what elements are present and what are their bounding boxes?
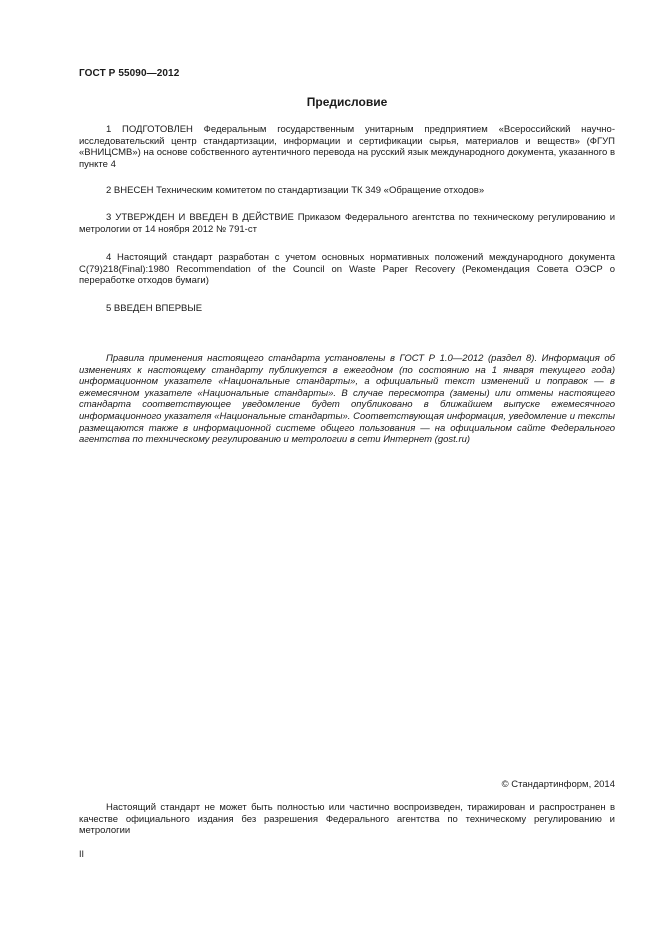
page-number: II [79,849,85,859]
document-id: ГОСТ Р 55090—2012 [79,68,180,79]
item-2-text: 2 ВНЕСЕН Техническим комитетом по стандартизации ТК 349 «Обращение отходов» [106,185,485,196]
copyright-line: © Стандартинформ, 2014 [501,779,615,790]
reproduction-note [79,802,615,837]
rules-note [79,353,615,446]
item-4-text: 4 Настоящий стандарт разработан с учетом основных нормативных положений международного документа C(79)218(Final):1980 Recommendation of the Council on Waste Paper Recovery (Рекомендация Совета ОЭСР о переработке отходов бумаги) [79,252,615,287]
item-5 [79,303,615,315]
item-3 [79,212,615,235]
item-3-text: 3 УТВЕРЖДЕН И ВВЕДЕН В ДЕЙСТВИЕ Приказом Федерального агентства по техническому регулированию и метрологии от 14 ноября 2012 № 791-ст [79,212,615,235]
page-title: Предисловие [306,95,388,109]
item-1-text: 1 ПОДГОТОВЛЕН Федеральным государственным унитарным предприятием «Всероссийский научно-исследовательский центр стандартизации, информации и сертификации сырья, материалов и веществ» (ФГУП «ВНИЦСМВ») на основе собственного аутентичного перевода на русский язык международного документа, указанного в пункте 4 [79,124,615,170]
rules-note-text: Правила применения настоящего стандарта установлены в ГОСТ Р 1.0—2012 (раздел 8). Информация об изменениях к настоящему стандарту публикуется в ежегодном (по состоянию на 1 января текущего года) информационном указателе «Национальные стандарты», а официальный текст изменений и поправок — в ежемесячном указателе «Национальные стандарты». В случае пересмотра (замены) или отмены настоящего стандарта соответствующее уведомление будет опубликовано в ближайшем выпуске ежемесячного информационного указателя «Национальные стандарты». Соответствующая информация, уведомление и тексты размещаются также в информационной системе общего пользования — на официальном сайте Федерального агентства по техническому регулированию и метрологии в сети Интернет (gost.ru) [79,353,615,446]
item-2 [79,185,615,197]
reproduction-note-text: Настоящий стандарт не может быть полностью или частично воспроизведен, тиражирован и распространен в качестве официального издания без разрешения Федерального агентства по техническому регулированию и метрологии [79,802,615,837]
item-4 [79,252,615,287]
item-5-text: 5 ВВЕДЕН ВПЕРВЫЕ [106,303,203,314]
item-1 [79,124,615,170]
